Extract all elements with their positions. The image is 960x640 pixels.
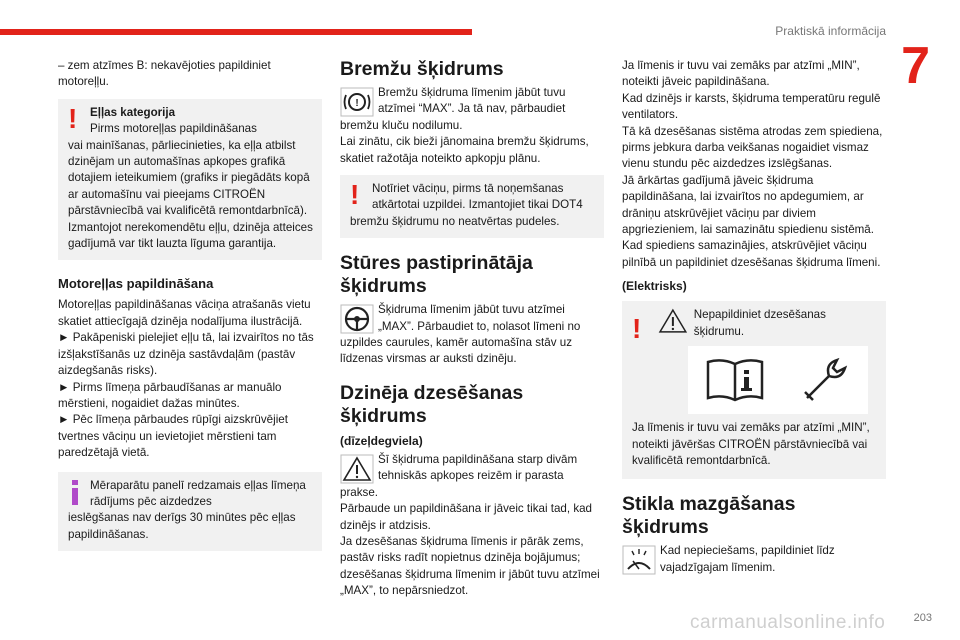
- oil-refill-heading: Motoreļļas papildināšana: [58, 276, 214, 292]
- column-2: [340, 58, 604, 600]
- page-number: 203: [913, 612, 932, 624]
- brake-fluid-heading: Bremžu šķidrums: [340, 58, 504, 80]
- coolant-p3: Ja dzesēšanas šķidruma līmenis ir pārāk zems, pastāv risks radīt nopietnus dzinēja bojājumus; dzesēšanas šķidruma līmenim ir jābūt tuvu atzīmei „MAX”, to nepārsniedzot.: [340, 534, 600, 598]
- steering-fluid-lead: Šķidruma līmenim jābūt tuvu atzīmei „MAX”. Pārbaudiet to, nolasot līmeni no: [378, 303, 581, 333]
- warning-lead: Pirms motoreļļas papildināšanas: [90, 122, 257, 136]
- coolant-p4: Ja līmenis ir tuvu vai zemāks par atzīmi „MIN”, noteikti jāveic papildināšana.: [622, 59, 860, 89]
- brake-fluid-lead: Bremžu šķidruma līmenim jābūt tuvu atzīmei “MAX”. Ja tā nav, pārbaudiet: [378, 86, 566, 116]
- oil-category-warning: [58, 99, 322, 261]
- electric-warning-text: Nepapildiniet dzesēšanas šķidrumu.: [693, 308, 826, 338]
- brake-warning-lead: Notīriet vāciņu, pirms tā noņemšanas atkārtotai uzpildei. Izmantojiet tikai DOT4: [372, 182, 583, 212]
- brake-warning-cont: bremžu šķidrumu no neatvērtas pudeles.: [350, 214, 560, 228]
- brake-fluid-row: [340, 85, 604, 118]
- info-icon: [70, 480, 80, 506]
- oil-refill-p4: ► Pēc līmeņa pārbaudes rūpīgi aizskrūvējiet tvertnes vāciņu un ievietojiet mērstieni tam paredzētajā vietā.: [58, 413, 288, 460]
- steering-fluid-row: [340, 302, 604, 335]
- electric-body: Ja līmenis ir tuvu vai zemāks par atzīmi „MIN”, noteikti jāvēršas CITROËN pārstāvniecībā vai kvalificētā remontdarbnīcā.: [632, 421, 870, 467]
- washer-fluid-row: [622, 543, 886, 576]
- brake-fluid-p2: Lai zinātu, cik bieži jānomaina bremžu šķidrums, skatiet ražotāja noteikto apkopju plānu.: [340, 135, 589, 165]
- warning-body-2: Izmantojot nerekomendētu eļļu, dzinēja atteices gadījumā var tikt lauzta līguma garantija.: [68, 220, 313, 251]
- svg-text:!: !: [355, 98, 359, 109]
- manual-reference-panel: [688, 346, 868, 414]
- washer-fluid-icon: [622, 545, 656, 575]
- oil-refill-p3: ► Pirms līmeņa pārbaudīšanas ar manuālo mērstieni, nogaidiet dažas minūtes.: [58, 380, 282, 410]
- brake-fluid-icon: [340, 87, 374, 117]
- coolant-icon: [340, 454, 374, 484]
- caution-triangle-icon: [658, 307, 688, 335]
- chapter-number: 7: [901, 37, 930, 95]
- warning-body: vai mainīšanas, pārliecinieties, ka eļļa atbilst dzinējam un automašīnas apkopes grafikā dotajiem ieteikumiem (grafiks ir piegādāts kopā ar automašīnu vai pieejams CITROËN pārstāvniecībā vai kvalificētā remontdarbnīcā).: [68, 138, 310, 218]
- watermark: carmanualsonline.info: [690, 612, 886, 633]
- coolant-p7: Jā ārkārtas gadījumā jāveic šķidruma papildināšana, lai izvairītos no apdegumiem, ar drāniņu atskrūvējiet vāciņu par diviem apgriezieniem, lai samazinātu spiedienu sistēmā. Kad spiediens samazinājies, atskrūvējiet vāciņu pilnībā un papildiniet dzesēšanas šķidruma līmeni.: [622, 173, 881, 269]
- column-3: [622, 58, 886, 576]
- coolant-cont: prakse.: [340, 485, 379, 499]
- manual-book-icon: [706, 358, 764, 402]
- info-body: ieslēgšanas nav derīgs 30 minūtes pēc eļļas papildināšanas.: [68, 511, 296, 541]
- washer-fluid-heading: Stikla mazgāšanas šķidrums: [622, 493, 796, 539]
- coolant-subheading: (dīzeļdegviela): [340, 433, 423, 448]
- oil-refill-p2: ► Pakāpeniski pielejiet eļļu tā, lai izvairītos no tās izšļakstīšanās uz dzinēja sastāvdaļām (pastāv aizdegšanās risks).: [58, 331, 314, 378]
- steering-fluid-cont: uzpildes caurules, kamēr automašīna stāv uz līdzenas virsmas ar auksti dzinēju.: [340, 336, 572, 366]
- warning-exclamation-icon: !: [68, 102, 78, 134]
- warning-exclamation-icon: !: [350, 179, 360, 211]
- oil-level-info-box: [58, 472, 322, 552]
- coolant-p6: Tā kā dzesēšanas sistēma atrodas zem spiediena, pirms jebkura darba veikšanas nogaidiet vismaz vienu stundu pēc aizdedzes izslēgšanas.: [622, 124, 883, 171]
- coolant-row: [340, 452, 604, 485]
- steering-fluid-heading: Stūres pastiprinātāja šķidrums: [340, 252, 533, 298]
- info-lead: Mēraparātu panelī redzamais eļļas līmeņa rādījums pēc aizdedzes: [90, 478, 306, 508]
- coolant-heading: Dzinēja dzesēšanas šķidrums: [340, 381, 524, 427]
- steering-fluid-icon: [340, 304, 374, 334]
- intro-text: – zem atzīmes B: nekavējoties papildiniet motoreļļu.: [58, 59, 271, 89]
- coolant-lead: Šī šķidruma papildināšana starp divām tehniskās apkopes reizēm ir parasta: [378, 452, 578, 483]
- top-accent-bar: [0, 29, 472, 35]
- oil-refill-p1: Motoreļļas papildināšanas vāciņa atrašanās vietu skatiet attiecīgajā dzinēja nodalījuma ilustrācijā.: [58, 298, 311, 328]
- warning-exclamation-icon: !: [632, 313, 642, 345]
- coolant-p5: Kad dzinējs ir karsts, šķidruma temperatūru regulē ventilators.: [622, 91, 881, 122]
- brake-fluid-warning: [340, 175, 604, 238]
- coolant-p2: Pārbaude un papildināšana ir jāveic tikai tad, kad dzinējs ir atdzisis.: [340, 502, 593, 532]
- washer-fluid-text: Kad nepieciešams, papildiniet līdz vajadzīgajam līmenim.: [660, 544, 835, 574]
- column-1: [58, 58, 322, 551]
- electric-warning-box: [622, 301, 886, 479]
- electric-subheading: (Elektrisks): [622, 279, 687, 294]
- warning-title: Eļļas kategorija: [90, 105, 176, 119]
- brake-fluid-cont: bremžu kluču nodilumu.: [340, 118, 463, 132]
- wrench-icon: [799, 354, 851, 406]
- header-title: Praktiskā informācija: [775, 24, 886, 38]
